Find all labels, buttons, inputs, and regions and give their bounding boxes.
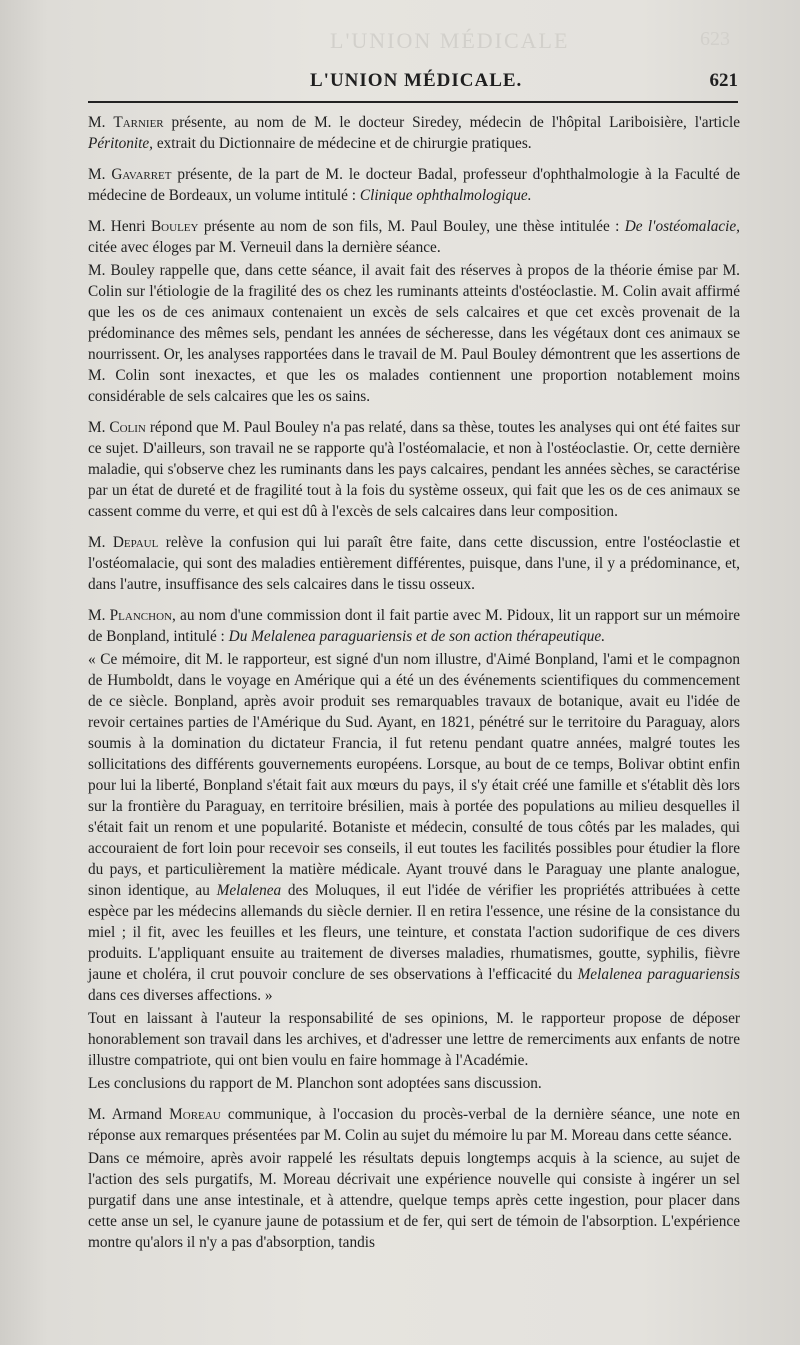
work-title: Clinique ophthalmologique. (359, 187, 532, 204)
work-title: Péritonite, (88, 135, 153, 152)
paragraph-bouley: M. Henri Bouley présente au nom de son fils, M. Paul Bouley, une thèse intitulée : De l'ostéomalacie, citée avec éloges par M. Verneuil dans la dernière séance. (88, 218, 740, 256)
paragraph-rapporteur-proposal: Tout en laissant à l'auteur la responsabilité de ses opinions, M. le rapporteur propose de déposer honorablement son travail dans les archives, et d'adresser une lettre de remerciments aux enfants de notre illustre compatriote, qui ont bien voulu en faire hommage à l'Académie. (88, 1010, 740, 1069)
paragraph-tarnier: M. Tarnier présente, au nom de M. le docteur Siredey, médecin de l'hôpital Lariboisière, l'article Péritonite, extrait du Dictionnaire de médecine et de chirurgie pratiques. (88, 114, 740, 152)
plant-name: Melalenea (216, 882, 282, 899)
paragraph-planchon: M. Planchon, au nom d'une commission dont il fait partie avec M. Pidoux, lit un rapport sur un mémoire de Bonpland, intitulé : Du Melalenea paraguariensis et de son action thérapeutique. (88, 607, 741, 645)
plant-name: Melalenea paraguariensis (577, 966, 740, 983)
speaker-name: Depaul (112, 534, 159, 551)
speaker-name: Colin (109, 419, 146, 436)
paragraph-conclusions: Les conclusions du rapport de M. Planchon sont adoptées sans discussion. (88, 1075, 542, 1092)
bleed-through-page-number: 623 (700, 28, 730, 50)
paragraph-moreau-memoir: Dans ce mémoire, après avoir rappelé les résultats depuis longtemps acquis à la science, au sujet de l'action des sels purgatifs, M. Moreau décrivait une expérience nouvelle qui consiste à ingérer un sel purgatif dans une anse intestinale, et à attendre, quelque temps après cette ingestion, pour placer dans cette anse un sel, le cyanure jaune de potassium et de fer, qui sert de témoin de l'absorption. L'expérience montre qu'alors il n'y a pas d'absorption, tandis (88, 1150, 740, 1251)
paragraph-bouley-remarks: M. Bouley rappelle que, dans cette séance, il avait fait des réserves à propos de la théorie émise par M. Colin sur l'étiologie de la fragilité des os chez les ruminants atteints d'ostéoclastie. M. Colin avait affirmé que les os de ces animaux contenaient un excès de sels calcaires et que cet excès provenait de la prédominance des mêmes sels, pendant les années de sécheresse, dans les végétaux dont ces animaux se nourrissent. Or, les analyses rapportées dans le travail de M. Paul Bouley démontrent que les assertions de M. Colin sont inexactes, et que les os malades contiennent une proportion notablement moins considérable de sels calcaires que les os sains. (88, 262, 740, 405)
page-header (88, 70, 738, 98)
paragraph-moreau: M. Armand Moreau communique, à l'occasion du procès-verbal de la dernière séance, une note en réponse aux remarques présentées par M. Colin au sujet du mémoire lu par M. Moreau dans cette séance. (88, 1106, 740, 1144)
work-title: Du Melalenea paraguariensis et de son action thérapeutique. (228, 628, 606, 645)
running-title: L'UNION MÉDICALE. (310, 70, 523, 91)
paragraph-gavarret: M. Gavarret présente, de la part de M. le docteur Badal, professeur d'ophthalmologie à la Faculté de médecine de Bordeaux, un volume intitulé : Clinique ophthalmologique. (88, 166, 741, 204)
article-body (88, 112, 740, 1255)
paragraph-report-quote: « Ce mémoire, dit M. le rapporteur, est signé d'un nom illustre, d'Aimé Bonpland, l'ami et le compagnon de Humboldt, dans le voyage en Amérique qui a été un des événements scientifiques du commencement de ce siècle. Bonpland, après avoir produit ses remarquables travaux de botanique, avait eu l'idée de revoir certaines parties de l'Amérique du Sud. Ayant, en 1821, pénétré sur le territoire du Paraguay, alors soumis à la domination du dictateur Francia, il fut retenu pendant quatre années, malgré toutes les sollicitations des différents gouvernements européens. Lorsque, au bout de ce temps, Bolivar obtint enfin pour lui la liberté, Bonpland s'était fait aux mœurs du pays, il s'y était créé une famille et s'établit dès lors sur la frontière du Paraguay, en territoire brésilien, mais à portée des populations au milieu desquelles il s'était fait un renom et une popularité. Botaniste et médecin, consulté de tous côtés par les malades, qui accouraient de fort loin pour recevoir ses conseils, il eut toutes les facilités possibles pour étudier la flore du pays, et particulièrement la matière médicale. Ayant trouvé dans le Paraguay une plante analogue, sinon identique, au Melalenea des Moluques, il eut l'idée de vérifier les propriétés attribuées à cette espèce par les médecins allemands du siècle dernier. Il en retira l'essence, une résine de la consistance du miel ; il fit, avec les feuilles et les fleurs, une teinture, et constata l'action sudorifique de ces divers produits. L'appliquant ensuite au traitement de diverses maladies, rhumatismes, goutte, syphilis, fièvre jaune et choléra, il crut pouvoir conclure de ses observations à l'efficacité du Melalenea paraguariensis dans ces diverses affections. » (88, 651, 740, 1004)
work-title: De l'ostéomalacie, (624, 218, 740, 235)
speaker-name: Gavarret (111, 166, 172, 183)
speaker-name: Planchon (109, 607, 172, 624)
paragraph-colin: M. Colin répond que M. Paul Bouley n'a pas relaté, dans sa thèse, toutes les analyses qui ont été faites sur ce sujet. D'ailleurs, son travail ne se rapporte qu'à l'ostéomalacie, et non à l'ostéoclastie. Or, cette dernière maladie, qui s'observe chez les ruminants dans les pays calcaires, pendant les années sèches, se caractérise par un état de dureté et de fragilité tout à la fois du système osseux, qui fait que les os de ces animaux se cassent comme du verre, et qui est dû à l'excès de sels calcaires dans leur composition. (88, 419, 740, 520)
header-rule (88, 101, 738, 103)
paragraph-depaul: M. Depaul relève la confusion qui lui paraît être faite, dans cette discussion, entre l'ostéoclastie et l'ostéomalacie, qui sont des maladies entièrement différentes, puisque, dans l'une, il y a prédominance, et, dans l'autre, insuffisance des sels calcaires dans le tissu osseux. (88, 534, 741, 593)
bleed-through-title: L'UNION MÉDICALE (330, 28, 570, 53)
page-number: 621 (709, 70, 738, 91)
speaker-name: Moreau (169, 1106, 221, 1123)
speaker-name: Tarnier (113, 114, 164, 131)
speaker-name: Bouley (150, 218, 199, 235)
